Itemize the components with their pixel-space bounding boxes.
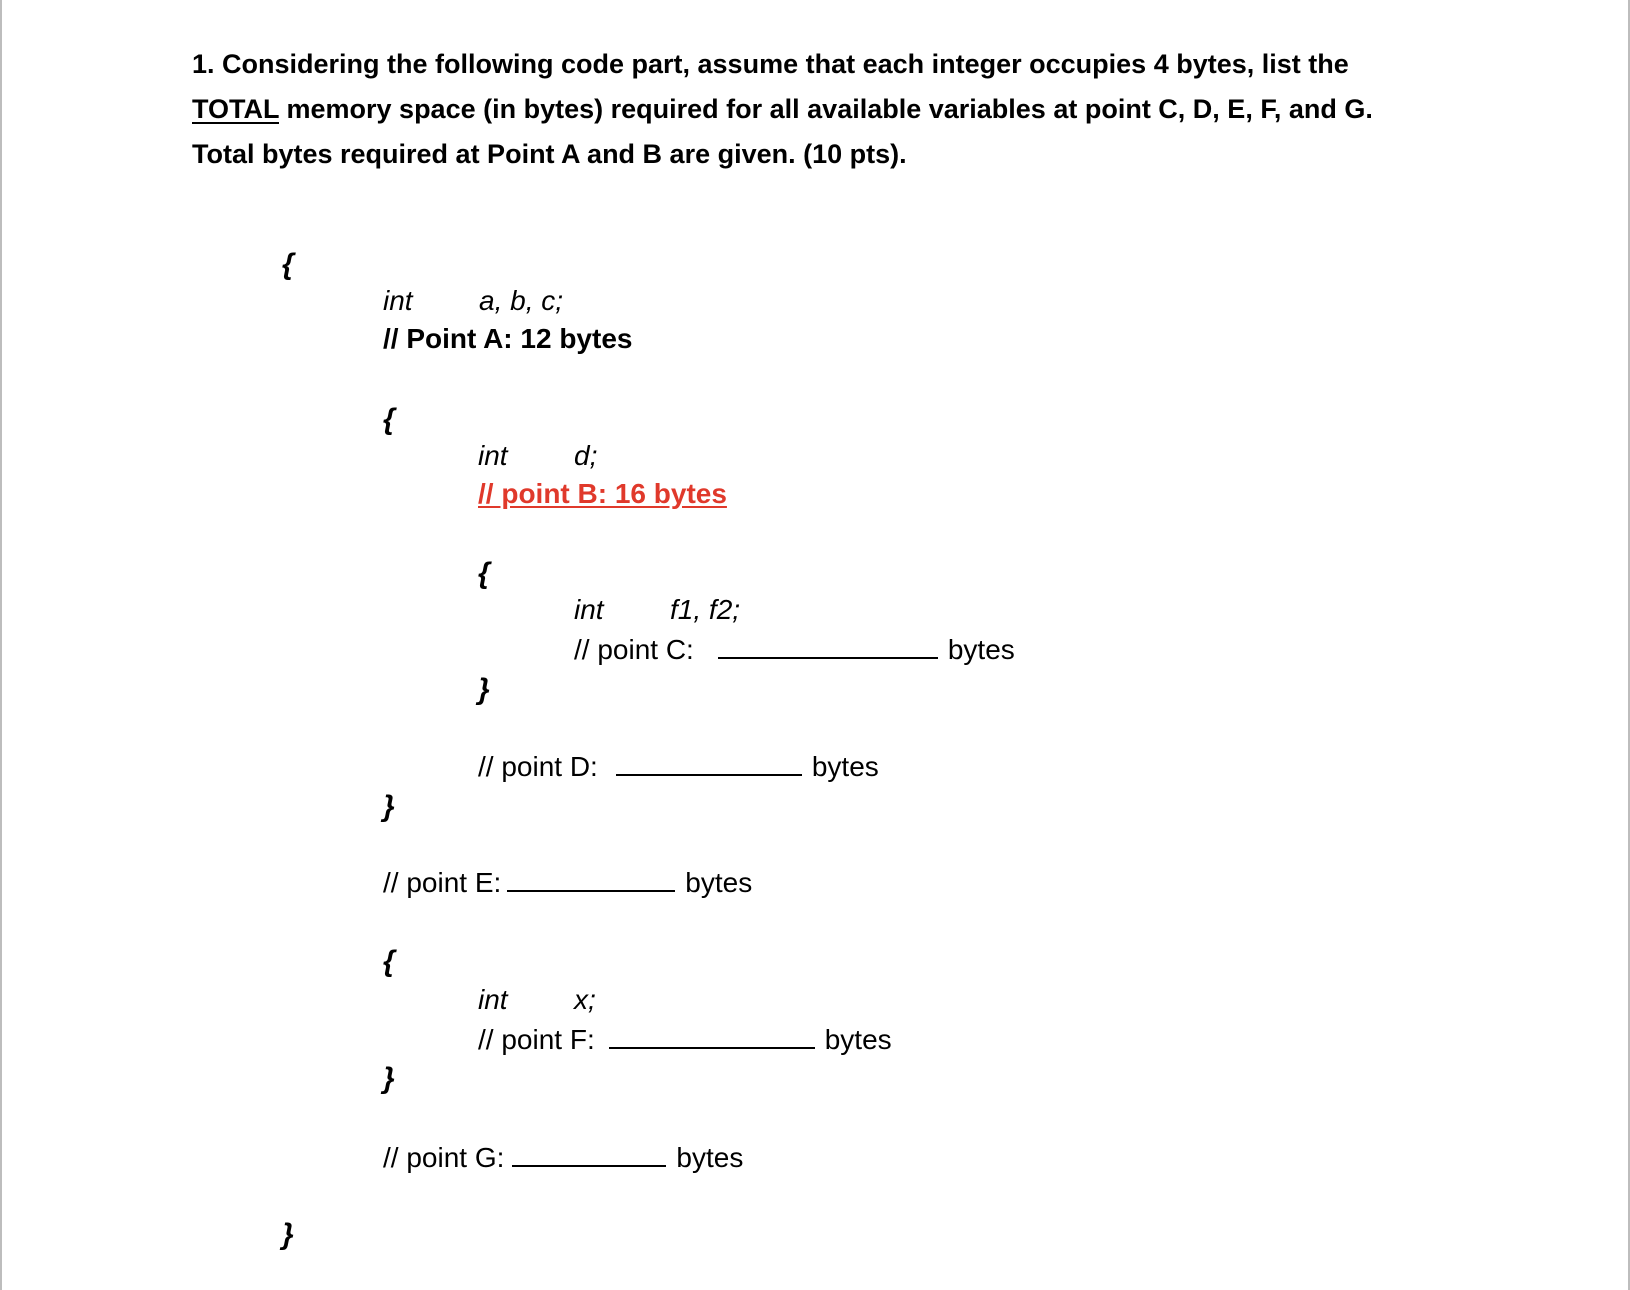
comment-point-c: // point C: bbox=[574, 634, 694, 665]
declaration-x bbox=[478, 983, 596, 1017]
page-edge-left bbox=[0, 0, 2, 1290]
point-g-unit: bytes bbox=[676, 1142, 744, 1173]
point-c-row bbox=[574, 631, 1015, 667]
point-e-answer-blank[interactable] bbox=[507, 864, 675, 892]
question-text bbox=[192, 42, 1452, 177]
block-x-open-brace: { bbox=[383, 945, 395, 978]
point-d-answer-blank[interactable] bbox=[616, 748, 802, 776]
vars-d: d; bbox=[574, 440, 598, 471]
comment-point-d: // point D: bbox=[478, 751, 598, 782]
int-keyword: int bbox=[574, 594, 604, 625]
declaration-abc bbox=[383, 284, 563, 318]
block-f-close-brace: } bbox=[478, 673, 490, 706]
vars-abc: a, b, c; bbox=[479, 285, 564, 316]
int-keyword: int bbox=[383, 285, 413, 316]
question-line-2-rest: memory space (in bytes) required for all available variables at point C, D, E, F, and G. bbox=[279, 94, 1373, 124]
block-x-close-brace: } bbox=[383, 1062, 395, 1095]
comment-point-b: // point B: 16 bytes bbox=[478, 478, 727, 509]
question-line-1: 1. Considering the following code part, assume that each integer occupies 4 bytes, list the bbox=[192, 49, 1349, 79]
comment-point-f: // point F: bbox=[478, 1024, 595, 1055]
int-keyword: int bbox=[478, 440, 508, 471]
vars-x: x; bbox=[574, 984, 596, 1015]
total-underlined: TOTAL bbox=[192, 94, 279, 124]
comment-point-e: // point E: bbox=[383, 867, 502, 898]
block-f-open-brace: { bbox=[478, 557, 490, 590]
point-f-answer-blank[interactable] bbox=[609, 1021, 815, 1049]
int-keyword: int bbox=[478, 984, 508, 1015]
point-e-unit: bytes bbox=[685, 867, 753, 898]
question-line-2 bbox=[192, 87, 1452, 132]
point-c-answer-blank[interactable] bbox=[718, 631, 938, 659]
outer-open-brace: { bbox=[282, 248, 294, 281]
declaration-f bbox=[574, 593, 740, 627]
point-d-unit: bytes bbox=[811, 751, 879, 782]
point-d-row bbox=[478, 748, 879, 784]
comment-point-g: // point G: bbox=[383, 1142, 505, 1173]
comment-point-a: // Point A: 12 bytes bbox=[383, 323, 633, 354]
declaration-d bbox=[478, 439, 597, 473]
point-f-row bbox=[478, 1021, 892, 1057]
point-g-row bbox=[383, 1139, 743, 1175]
point-c-unit: bytes bbox=[947, 634, 1015, 665]
block-d-close-brace: } bbox=[383, 790, 395, 823]
point-f-unit: bytes bbox=[824, 1024, 892, 1055]
question-line-3: Total bytes required at Point A and B are given. (10 pts). bbox=[192, 139, 907, 169]
block-d-open-brace: { bbox=[383, 403, 395, 436]
point-e-row bbox=[383, 864, 752, 900]
vars-f: f1, f2; bbox=[670, 594, 741, 625]
outer-close-brace: } bbox=[282, 1218, 294, 1251]
point-g-answer-blank[interactable] bbox=[512, 1139, 666, 1167]
